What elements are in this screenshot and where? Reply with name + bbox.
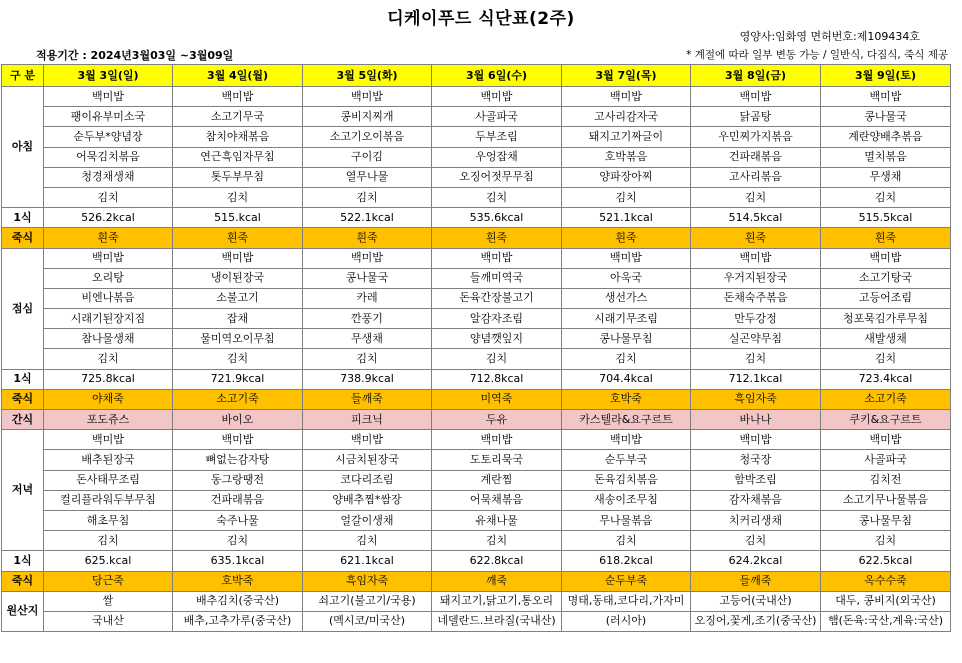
menu-item: 김치 xyxy=(44,349,173,369)
origin-label: 원산지 xyxy=(2,591,44,631)
menu-item: 계란양배추볶음 xyxy=(821,127,951,147)
juk-item: 들깨죽 xyxy=(303,389,432,409)
kcal-value: 721.9kcal xyxy=(173,369,303,389)
menu-item: 아욱국 xyxy=(562,268,691,288)
dinner-row xyxy=(2,470,951,490)
juk-label: 죽식 xyxy=(2,571,44,591)
menu-item: 백미밥 xyxy=(303,248,432,268)
kcal-value: 723.4kcal xyxy=(821,369,951,389)
menu-item: 돈육김치볶음 xyxy=(562,470,691,490)
lunch-row xyxy=(2,288,951,308)
menu-item: 김치 xyxy=(562,349,691,369)
kcal-value: 738.9kcal xyxy=(303,369,432,389)
snack-item: 피크닉 xyxy=(303,410,432,430)
menu-item: 오리탕 xyxy=(44,268,173,288)
menu-item: 김치 xyxy=(821,349,951,369)
kcal-value: 526.2kcal xyxy=(44,208,173,228)
menu-item: 건파래볶음 xyxy=(691,147,821,167)
menu-item: 소고기오이볶음 xyxy=(303,127,432,147)
breakfast-row xyxy=(2,127,951,147)
lunch-row xyxy=(2,268,951,288)
menu-item: 사골파국 xyxy=(432,107,562,127)
menu-item: 양파장아찌 xyxy=(562,167,691,187)
juk-item: 흰죽 xyxy=(691,228,821,248)
menu-item: 무나물볶음 xyxy=(562,510,691,530)
menu-item: 백미밥 xyxy=(562,248,691,268)
menu-item: 비엔나볶음 xyxy=(44,288,173,308)
origin-item: 대두, 콩비지(외국산) xyxy=(821,591,951,611)
menu-item: 김치전 xyxy=(821,470,951,490)
kcal-value: 522.1kcal xyxy=(303,208,432,228)
menu-item: 김치 xyxy=(303,531,432,551)
snack-item: 두유 xyxy=(432,410,562,430)
menu-item: 김치 xyxy=(303,349,432,369)
origin-item: 국내산 xyxy=(44,611,173,631)
breakfast-label: 아침 xyxy=(2,87,44,208)
menu-item: 물미역오이무침 xyxy=(173,329,303,349)
menu-item: 김치 xyxy=(44,187,173,207)
menu-item: 우엉잡채 xyxy=(432,147,562,167)
menu-item: 김치 xyxy=(691,531,821,551)
day-header: 3월 4일(월) xyxy=(173,65,303,87)
lunch-row xyxy=(2,248,951,268)
menu-item: 컬리플라워두부무침 xyxy=(44,490,173,510)
menu-item: 청경채생채 xyxy=(44,167,173,187)
origin-item: 네델란드.브라질(국내산) xyxy=(432,611,562,631)
menu-item: 무생채 xyxy=(303,329,432,349)
juk-item: 흰죽 xyxy=(562,228,691,248)
menu-item: 실곤약무침 xyxy=(691,329,821,349)
juk-item: 소고기죽 xyxy=(821,389,951,409)
snack-item: 바이오 xyxy=(173,410,303,430)
menu-item: 들깨미역국 xyxy=(432,268,562,288)
menu-item: 김치 xyxy=(173,187,303,207)
menu-item: 닭곰탕 xyxy=(691,107,821,127)
menu-item: 백미밥 xyxy=(691,248,821,268)
menu-item: 시금치된장국 xyxy=(303,450,432,470)
menu-item: 사골파국 xyxy=(821,450,951,470)
menu-item: 백미밥 xyxy=(303,430,432,450)
origin-item: 명태,동태,코다리,가자미 xyxy=(562,591,691,611)
kcal-value: 625.kcal xyxy=(44,551,173,571)
lunch-row xyxy=(2,349,951,369)
menu-item: 도토리묵국 xyxy=(432,450,562,470)
menu-item: 돈육간장불고기 xyxy=(432,288,562,308)
menu-item: 톳두부무침 xyxy=(173,167,303,187)
menu-item: 만두강정 xyxy=(691,309,821,329)
menu-item: 백미밥 xyxy=(173,430,303,450)
snack-item: 바나나 xyxy=(691,410,821,430)
breakfast-row xyxy=(2,167,951,187)
dinner-row xyxy=(2,531,951,551)
juk-item: 흰죽 xyxy=(173,228,303,248)
kcal-value: 725.8kcal xyxy=(44,369,173,389)
menu-item: 우거지된장국 xyxy=(691,268,821,288)
menu-item: 돈채숙주볶음 xyxy=(691,288,821,308)
menu-item: 고사리볶음 xyxy=(691,167,821,187)
kcal-value: 712.1kcal xyxy=(691,369,821,389)
menu-item: 새송이조무침 xyxy=(562,490,691,510)
menu-item: 김치 xyxy=(432,349,562,369)
menu-item: 숙주나물 xyxy=(173,510,303,530)
menu-item: 콩나물국 xyxy=(821,107,951,127)
menu-item: 순두부국 xyxy=(562,450,691,470)
menu-item: 백미밥 xyxy=(562,87,691,107)
juk-item: 흑임자죽 xyxy=(303,571,432,591)
day-header: 3월 7일(목) xyxy=(562,65,691,87)
menu-item: 잡채 xyxy=(173,309,303,329)
juk-item: 흑임자죽 xyxy=(691,389,821,409)
menu-item: 돈사태무조림 xyxy=(44,470,173,490)
juk-item: 호박죽 xyxy=(562,389,691,409)
kcal-value: 712.8kcal xyxy=(432,369,562,389)
kcal-value: 515.5kcal xyxy=(821,208,951,228)
juk-item: 미역죽 xyxy=(432,389,562,409)
menu-item: 소불고기 xyxy=(173,288,303,308)
lunch-juk-row xyxy=(2,389,951,409)
menu-item: 호박볶음 xyxy=(562,147,691,167)
kcal-value: 624.2kcal xyxy=(691,551,821,571)
juk-item: 호박죽 xyxy=(173,571,303,591)
menu-item: 백미밥 xyxy=(562,430,691,450)
origin-item: 배추김치(중국산) xyxy=(173,591,303,611)
breakfast-row xyxy=(2,187,951,207)
breakfast-row xyxy=(2,87,951,107)
menu-item: 백미밥 xyxy=(173,87,303,107)
menu-item: 열무나물 xyxy=(303,167,432,187)
snack-item: 포도쥬스 xyxy=(44,410,173,430)
menu-item: 참나물생채 xyxy=(44,329,173,349)
juk-label: 죽식 xyxy=(2,228,44,248)
menu-item: 김치 xyxy=(432,531,562,551)
period-text: 적용기간 : 2024년3월03일 ~3월09일 xyxy=(36,49,234,62)
juk-item: 소고기죽 xyxy=(173,389,303,409)
juk-item: 흰죽 xyxy=(303,228,432,248)
page-title: 디케이푸드 식단표(2주) xyxy=(387,9,575,29)
header-row xyxy=(2,65,951,87)
menu-item: 청포묵김가루무침 xyxy=(821,309,951,329)
menu-item: 연근흑임자무침 xyxy=(173,147,303,167)
menu-item: 콩나물무침 xyxy=(821,510,951,530)
menu-item: 김치 xyxy=(691,349,821,369)
origin-item: 쇠고기(불고기/국용) xyxy=(303,591,432,611)
header-label: 구 분 xyxy=(2,65,44,87)
breakfast-kcal-row xyxy=(2,208,951,228)
kcal-value: 621.1kcal xyxy=(303,551,432,571)
origin-item: (러시아) xyxy=(562,611,691,631)
menu-item: 무생채 xyxy=(821,167,951,187)
juk-item: 야채죽 xyxy=(44,389,173,409)
dinner-juk-row xyxy=(2,571,951,591)
snack-item: 쿠키&요구르트 xyxy=(821,410,951,430)
dinner-row xyxy=(2,490,951,510)
menu-item: 치커리생채 xyxy=(691,510,821,530)
menu-item: 양배추찜*쌈장 xyxy=(303,490,432,510)
menu-item: 백미밥 xyxy=(432,430,562,450)
kcal-value: 521.1kcal xyxy=(562,208,691,228)
juk-item: 흰죽 xyxy=(432,228,562,248)
menu-item: 얼갈이생채 xyxy=(303,510,432,530)
menu-item: 백미밥 xyxy=(44,430,173,450)
menu-item: 시래기된장지짐 xyxy=(44,309,173,329)
menu-item: 백미밥 xyxy=(44,248,173,268)
origin-row xyxy=(2,591,951,611)
menu-item: 냉이된장국 xyxy=(173,268,303,288)
kcal-value: 618.2kcal xyxy=(562,551,691,571)
menu-item: 김치 xyxy=(173,349,303,369)
menu-item: 팽이유부미소국 xyxy=(44,107,173,127)
day-header: 3월 6일(수) xyxy=(432,65,562,87)
menu-item: 계란찜 xyxy=(432,470,562,490)
lunch-row xyxy=(2,329,951,349)
menu-item: 백미밥 xyxy=(821,248,951,268)
menu-item: 고등어조림 xyxy=(821,288,951,308)
menu-item: 김치 xyxy=(691,187,821,207)
menu-item: 백미밥 xyxy=(44,87,173,107)
menu-item: 어묵채볶음 xyxy=(432,490,562,510)
menu-item: 소고기무국 xyxy=(173,107,303,127)
menu-item: 김치 xyxy=(303,187,432,207)
menu-item: 순두부*양념장 xyxy=(44,127,173,147)
kcal-value: 535.6kcal xyxy=(432,208,562,228)
juk-item: 깨죽 xyxy=(432,571,562,591)
menu-item: 깐풍기 xyxy=(303,309,432,329)
lunch-label: 점심 xyxy=(2,248,44,369)
menu-item: 유채나물 xyxy=(432,510,562,530)
origin-item: 햄(돈육:국산,계육:국산) xyxy=(821,611,951,631)
menu-item: 백미밥 xyxy=(173,248,303,268)
juk-item: 흰죽 xyxy=(821,228,951,248)
lunch-kcal-row xyxy=(2,369,951,389)
kcal-label: 1식 xyxy=(2,208,44,228)
origin-item: 오징어,꽃게,조기(중국산) xyxy=(691,611,821,631)
menu-item: 청국장 xyxy=(691,450,821,470)
kcal-value: 515.kcal xyxy=(173,208,303,228)
lunch-row xyxy=(2,309,951,329)
menu-item: 양념깻잎지 xyxy=(432,329,562,349)
menu-item: 김치 xyxy=(173,531,303,551)
menu-item: 백미밥 xyxy=(432,87,562,107)
menu-item: 백미밥 xyxy=(303,87,432,107)
origin-row xyxy=(2,611,951,631)
origin-item: 쌀 xyxy=(44,591,173,611)
menu-item: 우민찌가지볶음 xyxy=(691,127,821,147)
menu-item: 김치 xyxy=(44,531,173,551)
juk-item: 들깨죽 xyxy=(691,571,821,591)
juk-item: 순두부죽 xyxy=(562,571,691,591)
menu-item: 소고기무나물볶음 xyxy=(821,490,951,510)
menu-item: 돼지고기짜글이 xyxy=(562,127,691,147)
menu-item: 코다리조림 xyxy=(303,470,432,490)
menu-item: 백미밥 xyxy=(691,87,821,107)
menu-item: 새발생채 xyxy=(821,329,951,349)
menu-item: 생선가스 xyxy=(562,288,691,308)
menu-item: 멸치볶음 xyxy=(821,147,951,167)
menu-item: 백미밥 xyxy=(821,430,951,450)
menu-item: 두부조림 xyxy=(432,127,562,147)
snack-item: 카스텔라&요구르트 xyxy=(562,410,691,430)
breakfast-row xyxy=(2,147,951,167)
origin-item: 돼지고기,닭고기,통오리 xyxy=(432,591,562,611)
menu-item: 오징어젓무무침 xyxy=(432,167,562,187)
breakfast-juk-row xyxy=(2,228,951,248)
menu-item: 백미밥 xyxy=(432,248,562,268)
menu-item: 해초무침 xyxy=(44,510,173,530)
snack-row xyxy=(2,410,951,430)
note-text: * 계절에 따라 일부 변동 가능 / 일반식, 다짐식, 죽식 제공 xyxy=(686,49,948,61)
kcal-label: 1식 xyxy=(2,551,44,571)
menu-item: 건파래볶음 xyxy=(173,490,303,510)
dinner-row xyxy=(2,450,951,470)
kcal-label: 1식 xyxy=(2,369,44,389)
menu-item: 콩비지찌개 xyxy=(303,107,432,127)
snack-label: 간식 xyxy=(2,410,44,430)
menu-item: 배추된장국 xyxy=(44,450,173,470)
menu-item: 소고기탕국 xyxy=(821,268,951,288)
origin-item: 고등어(국내산) xyxy=(691,591,821,611)
kcal-value: 622.5kcal xyxy=(821,551,951,571)
menu-item: 고사리감자국 xyxy=(562,107,691,127)
menu-item: 감자채볶음 xyxy=(691,490,821,510)
nutritionist-info: 영양사:임화영 면허번호:제109434호 xyxy=(739,30,920,43)
day-header: 3월 5일(화) xyxy=(303,65,432,87)
menu-item: 김치 xyxy=(432,187,562,207)
menu-item: 알감자조림 xyxy=(432,309,562,329)
menu-table xyxy=(1,64,951,632)
origin-item: 배추,고추가루(중국산) xyxy=(173,611,303,631)
menu-item: 백미밥 xyxy=(821,87,951,107)
day-header: 3월 9일(토) xyxy=(821,65,951,87)
day-header: 3월 3일(일) xyxy=(44,65,173,87)
menu-item: 김치 xyxy=(562,187,691,207)
juk-item: 옥수수죽 xyxy=(821,571,951,591)
menu-item: 카레 xyxy=(303,288,432,308)
dinner-label: 저녁 xyxy=(2,430,44,551)
dinner-row xyxy=(2,510,951,530)
menu-item: 김치 xyxy=(821,531,951,551)
menu-item: 김치 xyxy=(821,187,951,207)
menu-item: 시래기무조림 xyxy=(562,309,691,329)
dinner-row xyxy=(2,430,951,450)
menu-item: 참치야채볶음 xyxy=(173,127,303,147)
menu-item: 어묵김치볶음 xyxy=(44,147,173,167)
kcal-value: 704.4kcal xyxy=(562,369,691,389)
day-header: 3월 8일(금) xyxy=(691,65,821,87)
menu-item: 함박조림 xyxy=(691,470,821,490)
juk-label: 죽식 xyxy=(2,389,44,409)
menu-item: 구이김 xyxy=(303,147,432,167)
breakfast-row xyxy=(2,107,951,127)
menu-item: 동그랑땡전 xyxy=(173,470,303,490)
menu-item: 뼈없는감자탕 xyxy=(173,450,303,470)
kcal-value: 622.8kcal xyxy=(432,551,562,571)
juk-item: 당근죽 xyxy=(44,571,173,591)
menu-item: 콩나물무침 xyxy=(562,329,691,349)
origin-item: (멕시코/미국산) xyxy=(303,611,432,631)
kcal-value: 514.5kcal xyxy=(691,208,821,228)
kcal-value: 635.1kcal xyxy=(173,551,303,571)
menu-item: 백미밥 xyxy=(691,430,821,450)
menu-item: 김치 xyxy=(562,531,691,551)
dinner-kcal-row xyxy=(2,551,951,571)
juk-item: 흰죽 xyxy=(44,228,173,248)
menu-item: 콩나물국 xyxy=(303,268,432,288)
